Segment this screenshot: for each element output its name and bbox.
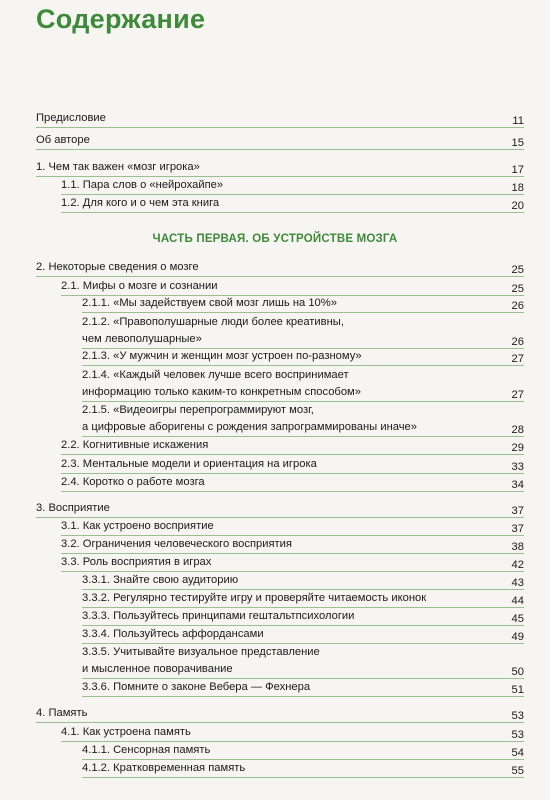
toc-entry[interactable] [82,680,524,697]
toc-page-number: 37 [511,505,524,517]
toc-entry-text: 3.3.2. Регулярно тестируйте игру и проверяйте читаемость иконок [82,592,427,604]
toc-entry-text: 3.3.3. Пользуйтесь принципами гештальтпсихологии [82,610,355,622]
toc-page-number: 27 [511,389,524,401]
toc-entry-text: 3.3.6. Помните о законе Вебера — Фехнера [82,681,311,693]
toc-entry[interactable] [82,349,524,366]
toc-entry-text: 3.3.1. Знайте свою аудиторию [82,574,239,586]
toc-entry-text: 4. Память [36,707,88,719]
toc-entry-text: 4.1.1. Сенсорная память [82,744,211,756]
toc-entry-underline [61,194,524,195]
toc-entry-underline [61,491,524,492]
toc-entry-text: 2.2. Когнитивные искажения [61,439,209,451]
toc-entry-text: 4.1. Как устроена память [61,726,191,738]
toc-entry-text: 2.1.5. «Видеоигры перепрограммируют мозг, [82,404,314,416]
toc-entry-text: 3.3.4. Пользуйтесь аффордансами [82,628,264,640]
toc-entry[interactable] [82,368,524,402]
toc-entry[interactable] [82,573,524,590]
toc-page-number: 18 [511,182,524,194]
toc-entry-underline [61,535,524,536]
toc-entry-text: 2.1.3. «У мужчин и женщин мозг устроен по-разному» [82,350,362,362]
toc-entry-underline [36,176,524,177]
toc-page-number: 37 [511,523,524,535]
toc-entry-text: 2.4. Коротко о работе мозга [61,476,205,488]
toc-page-number: 26 [511,300,524,312]
toc-entry-text: 1.1. Пара слов о «нейрохайпе» [61,179,224,191]
toc-page-number: 55 [511,765,524,777]
toc-entry-underline [82,589,524,590]
toc-entry[interactable] [36,501,524,518]
toc-entry-text: а цифровые аборигены с рождения запрограммированы иначе» [82,421,418,433]
toc-page-number: 53 [511,729,524,741]
toc-entry-underline [82,696,524,697]
toc-page-number: 17 [511,164,524,176]
toc-page-number: 26 [511,336,524,348]
toc-entry-underline [36,149,524,150]
toc-entry-underline [82,365,524,366]
toc-entry-text: Об авторе [36,134,90,146]
toc-entry-underline [36,127,524,128]
toc-entry-text: 2.1. Мифы о мозге и сознании [61,280,218,292]
part-heading: ЧАСТЬ ПЕРВАЯ. ОБ УСТРОЙСТВЕ МОЗГА [152,233,398,245]
toc-page-number: 43 [511,577,524,589]
toc-entry-underline [82,607,524,608]
toc-entry-underline [82,759,524,760]
toc-entry-underline [61,473,524,474]
toc-entry-underline [61,571,524,572]
toc-entry-text: 4.1.2. Кратковременная память [82,762,246,774]
toc-entry-text: 2. Некоторые сведения о мозге [36,261,199,273]
toc-entry-text: 2.3. Ментальные модели и ориентация на игрока [61,458,317,470]
toc-entry-underline [36,517,524,518]
toc-entry[interactable] [82,609,524,626]
toc-entry[interactable] [36,706,524,723]
toc-entry-underline [61,454,524,455]
toc-entry-text: 2.1.4. «Каждый человек лучше всего воспринимает [82,369,349,381]
toc-entry-text: 2.1.1. «Мы задействуем свой мозг лишь на 10%» [82,297,337,309]
toc-entry-underline [61,741,524,742]
toc-entry-text: 2.1.2. «Правополушарные люди более креативны, [82,316,344,328]
toc-entry-underline [82,777,524,778]
toc-entry-text: и мысленное поворачивание [82,663,233,675]
toc-entry-underline [82,625,524,626]
toc-entry[interactable] [61,279,524,296]
toc-entry[interactable] [36,260,524,277]
toc-entry[interactable] [82,627,524,644]
toc-page-number: 42 [511,559,524,571]
toc-page-number: 29 [511,442,524,454]
toc-page-number: 15 [511,137,524,149]
toc-page-number: 11 [512,115,524,127]
toc-page-number: 28 [511,424,524,436]
toc-entry[interactable] [82,645,524,679]
toc-page-number: 34 [511,479,524,491]
toc-entry[interactable] [61,725,524,742]
toc-page-number: 53 [511,710,524,722]
toc-page-number: 33 [511,461,524,473]
toc-entry-text: 3.3.5. Учитывайте визуальное представление [82,646,320,658]
toc-entry[interactable] [82,743,524,760]
toc-entry[interactable] [36,111,524,128]
toc-entry[interactable] [36,160,524,177]
toc-entry[interactable] [61,519,524,536]
toc-entry-text: 3. Восприятие [36,502,110,514]
toc-entry-text: 3.2. Ограничения человеческого восприятия [61,538,292,550]
toc-page-number: 49 [511,631,524,643]
toc-page-number: 44 [511,595,524,607]
toc-entry-text: чем левополушарные» [82,333,202,345]
toc-page-number: 45 [511,613,524,625]
toc-entry-underline [82,678,524,679]
toc-entry-underline [36,276,524,277]
toc-entry[interactable] [61,475,524,492]
toc-page-number: 20 [511,200,524,212]
toc-entry[interactable] [36,133,524,150]
toc-entry-underline [36,722,524,723]
toc-entry-underline [82,436,524,437]
toc-entry-underline [61,212,524,213]
toc-entry[interactable] [61,555,524,572]
toc-page-number: 25 [511,264,524,276]
toc-entry[interactable] [82,315,524,349]
toc-page-number: 51 [511,684,524,696]
toc-entry[interactable] [82,591,524,608]
toc-entry[interactable] [82,403,524,437]
toc-entry-text: 1.2. Для кого и о чем эта книга [61,197,220,209]
toc-entry-underline [82,401,524,402]
toc-entry[interactable] [82,761,524,778]
toc-entry-text: 1. Чем так важен «мозг игрока» [36,161,200,173]
toc-entry-text: 3.1. Как устроено восприятие [61,520,214,532]
toc-entry[interactable] [61,196,524,213]
page-title: Содержание [36,4,206,34]
toc-page-number: 54 [511,747,524,759]
toc-entry-underline [61,553,524,554]
toc-entry-underline [82,643,524,644]
toc-entry[interactable] [61,178,524,195]
toc-entry-text: 3.3. Роль восприятия в играх [61,556,212,568]
toc-entry[interactable] [61,537,524,554]
toc-page-number: 27 [511,353,524,365]
toc-entry[interactable] [61,438,524,455]
toc-page-number: 50 [511,666,524,678]
toc-entry-underline [82,312,524,313]
toc-page-number: 38 [511,541,524,553]
toc-entry-text: информацию только каким-то конкретным способом» [82,386,361,398]
toc-entry[interactable] [61,457,524,474]
toc-page-number: 25 [511,283,524,295]
toc-entry-text: Предисловие [36,112,106,124]
toc-entry[interactable] [82,296,524,313]
